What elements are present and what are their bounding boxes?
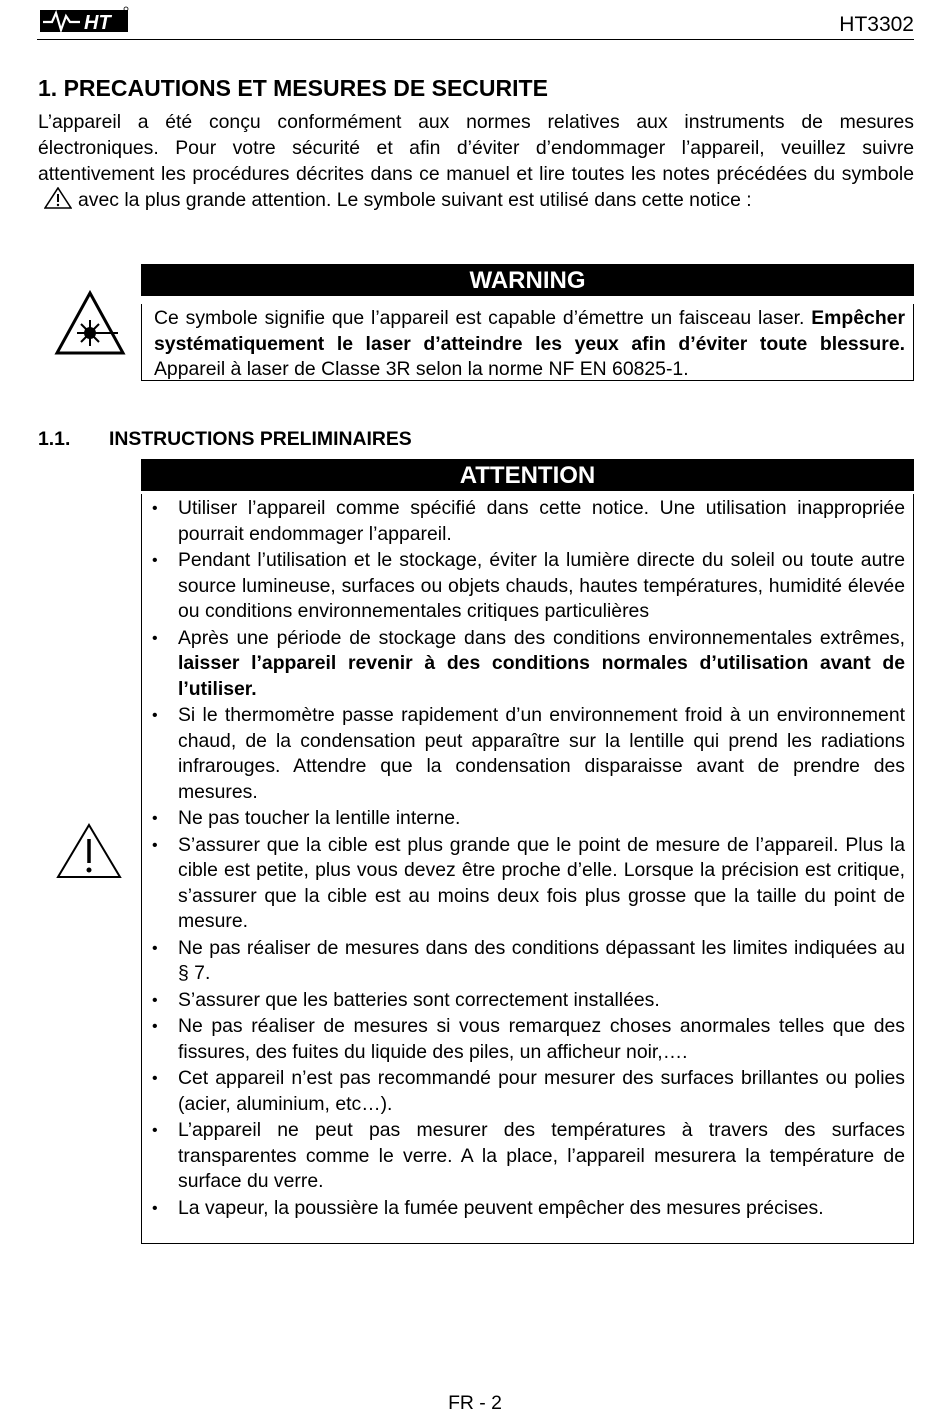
list-item: • Ne pas réaliser de mesures si vous remarquez choses anormales telles que des fissures, des fuites du liquide des piles, un afficheur noir,…. bbox=[152, 1015, 905, 1063]
list-item: • L’appareil ne peut pas mesurer des températures à travers des surfaces transparentes comme le verre. A la place, l’appareil mesurera la température de surface du verre. bbox=[152, 1119, 905, 1192]
intro-text-2: avec la plus grande attention. Le symbole suivant est utilisé dans cette notice : bbox=[78, 189, 752, 212]
warning-text-bold: Empêcher systématiquement le laser d’atteindre les yeux afin d’éviter toute blessure. bbox=[154, 307, 905, 355]
attention-box bbox=[141, 494, 914, 1244]
list-item: • Utiliser l’appareil comme spécifié dans cette notice. Une utilisation inappropriée pourrait endommager l’appareil. bbox=[152, 497, 905, 545]
list-item: • Si le thermomètre passe rapidement d’un environnement froid à un environnement chaud, de la condensation peut apparaître sur la lentille qui prend les radiations infrarouges. Attendre que la condensation disparaisse avant de prendre des mesures. bbox=[152, 704, 905, 803]
warning-banner: WARNING bbox=[141, 264, 914, 296]
section-title: 1. PRECAUTIONS ET MESURES DE SECURITE bbox=[38, 75, 548, 101]
instructions-list bbox=[148, 496, 905, 1221]
model-number: HT3302 bbox=[839, 13, 914, 36]
list-item: • La vapeur, la poussière la fumée peuvent empêcher des mesures précises. bbox=[152, 1196, 824, 1219]
warning-text-2: Appareil à laser de Classe 3R selon la norme NF EN 60825-1. bbox=[154, 358, 689, 380]
list-item: • Ne pas réaliser de mesures dans des conditions dépassant les limites indiquées au § 7. bbox=[152, 936, 905, 984]
attention-banner: ATTENTION bbox=[141, 459, 914, 491]
intro-paragraph bbox=[38, 110, 914, 214]
page-number: FR - 2 bbox=[448, 1392, 502, 1414]
list-item: • Ne pas toucher la lentille interne. bbox=[152, 807, 461, 829]
subsection-number: 1.1. bbox=[38, 428, 71, 450]
caution-triangle-icon bbox=[55, 822, 123, 880]
list-item: • Pendant l’utilisation et le stockage, éviter la lumière directe du soleil ou toute autre source lumineuse, surfaces ou objets chauds, hautes températures, humidité élevée ou conditions environnementales critiques particulières bbox=[152, 549, 905, 622]
list-item: • S’assurer que les batteries sont correctement installées. bbox=[152, 988, 660, 1011]
subsection-title: INSTRUCTIONS PRELIMINAIRES bbox=[109, 428, 412, 450]
laser-warning-icon bbox=[54, 290, 126, 356]
intro-text-1: L’appareil a été conçu conformément aux normes relatives aux instruments de mesures électroniques. Pour votre sécurité et afin d’éviter d’endommager l’appareil, veuillez suivre attentivement les procédures décrites dans ce manuel et lire toutes les notes précédées du symbole bbox=[38, 111, 914, 185]
warning-triangle-icon bbox=[44, 187, 72, 209]
ht-logo bbox=[40, 6, 130, 34]
list-item-bold: laisser l’appareil revenir à des conditions normales d’utilisation avant de l’utiliser. bbox=[178, 652, 905, 700]
warning-box bbox=[141, 304, 914, 381]
list-item: • Cet appareil n’est pas recommandé pour mesurer des surfaces brillantes ou polies (acier, aluminium, etc…). bbox=[152, 1067, 905, 1115]
header-rule bbox=[37, 39, 914, 40]
svg-text:HT: HT bbox=[84, 12, 111, 34]
warning-text-1: Ce symbole signifie que l’appareil est capable d’émettre un faisceau laser. bbox=[154, 307, 805, 329]
list-item: • Après une période de stockage dans des conditions environnementales extrêmes, laisser l’appareil revenir à des conditions normales d’utilisation avant de l’utiliser. bbox=[152, 626, 905, 700]
list-item: • S’assurer que la cible est plus grande que le point de mesure de l’appareil. Plus la cible est petite, plus vous devez être proche d’elle. Lorsque la précision est critique, s’assurer que la cible est au moins deux fois plus grosse que la taille du point de mesure. bbox=[152, 833, 905, 932]
